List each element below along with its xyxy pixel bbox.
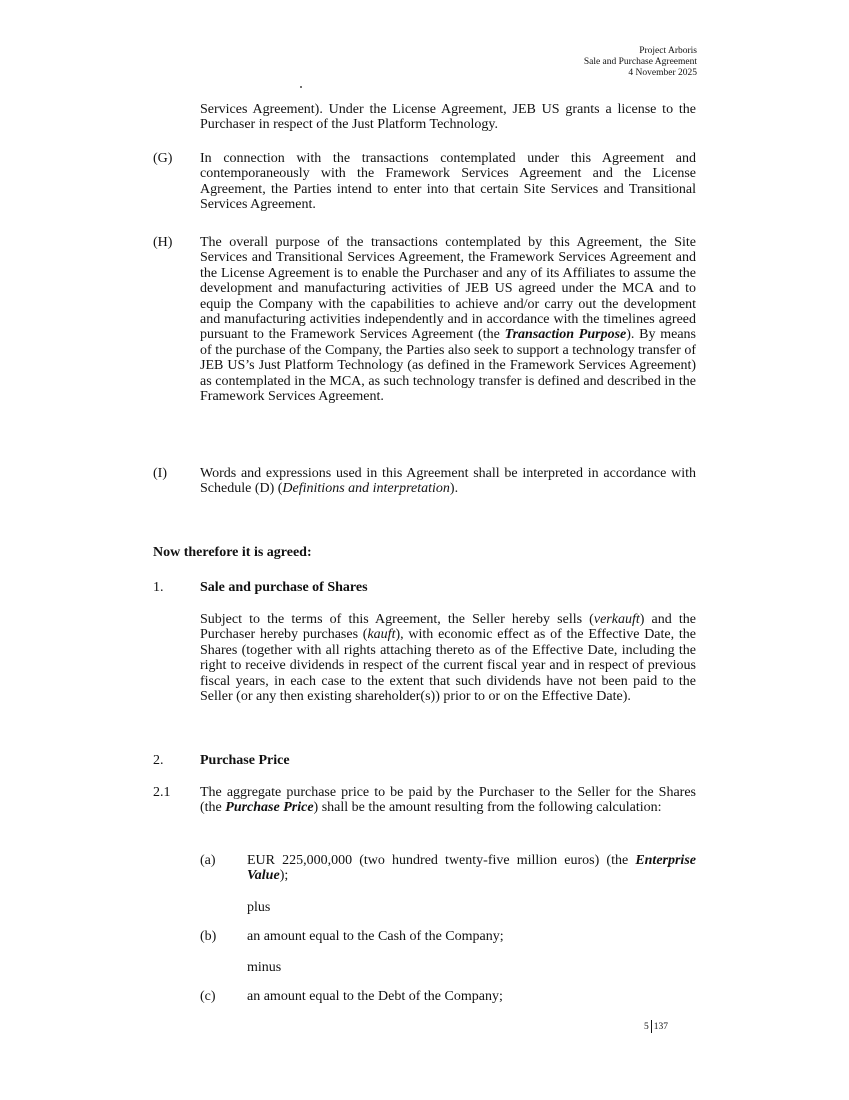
header-doc-title: Sale and Purchase Agreement bbox=[583, 57, 697, 67]
running-header bbox=[584, 46, 697, 79]
item-a-label: (a) bbox=[200, 853, 216, 868]
agreed-heading: Now therefore it is agreed: bbox=[153, 545, 312, 560]
section-1-number: 1. bbox=[153, 580, 164, 595]
clause-2-1-text-part2: ) shall be the amount resulting from the following calculation: bbox=[313, 800, 662, 816]
section-1-text bbox=[200, 612, 696, 704]
recital-i-text-part1: Words and expressions used in this Agreement shall be interpreted in accordance with Schedule (D) ( bbox=[200, 466, 696, 497]
page-number bbox=[644, 1020, 668, 1033]
header-date: 4 November 2025 bbox=[628, 68, 697, 78]
clause-2-1-text bbox=[200, 785, 696, 816]
item-a-text-part1: EUR 225,000,000 (two hundred twenty-five million euros) (the bbox=[247, 853, 636, 868]
item-b-label: (b) bbox=[200, 929, 217, 944]
section-1-text-part2: ) and the Purchaser hereby purchases ( bbox=[200, 612, 696, 643]
defined-term-purchase-price: Purchase Price bbox=[225, 800, 314, 816]
stray-dot bbox=[300, 86, 302, 88]
item-c-label: (c) bbox=[200, 989, 216, 1004]
recital-g-label: (G) bbox=[153, 151, 173, 166]
section-2-number: 2. bbox=[153, 753, 164, 768]
recital-continuation: Services Agreement). Under the License Agreement, JEB US grants a license to the Purchaser in respect of the Just Platform Technology. bbox=[200, 102, 696, 133]
recital-i-label: (I) bbox=[153, 466, 167, 481]
recital-i-text-part2: ). bbox=[449, 481, 459, 497]
page-separator bbox=[651, 1020, 652, 1033]
clause-2-1-number: 2.1 bbox=[153, 785, 171, 800]
total-pages: 137 bbox=[653, 1021, 668, 1032]
header-project: Project Arboris bbox=[639, 46, 697, 56]
recital-h-text-part1: The overall purpose of the transactions contemplated by this Agreement, the Site Services and Transitional Services Agreement, the Framework Services Agreement and the License Agreement is to enable the Purchaser and any of its Affiliates to assume the development and manufacturing activities of JEB US agreed under the MCA and to equip the Company with the capabilities to achieve and/or carry out the development and manufacturing activities independently and in accordance with the timelines agreed pursuant to the Framework Services Agreement (the bbox=[200, 235, 696, 343]
recital-i-text bbox=[200, 466, 696, 497]
operator-plus: plus bbox=[247, 900, 271, 915]
item-c-text: an amount equal to the Debt of the Company; bbox=[247, 989, 503, 1004]
section-2-title: Purchase Price bbox=[200, 753, 290, 768]
recital-h-text-part2: ). By means of the purchase of the Company, the Parties also seek to support a technology transfer of JEB US’s Just Platform Technology (as defined in the Framework Services Agreement) as contemplated in the MCA, as such technology transfer is defined and described in the Framework Services Agreement. bbox=[200, 327, 696, 405]
schedule-reference: Definitions and interpretation bbox=[282, 481, 450, 497]
operator-minus: minus bbox=[247, 960, 282, 975]
german-term-kauft: kauft bbox=[367, 627, 396, 643]
item-a-text bbox=[247, 853, 696, 884]
recital-h-text bbox=[200, 235, 696, 404]
german-term-verkauft: verkauft bbox=[593, 612, 640, 627]
section-1-text-part1: Subject to the terms of this Agreement, the Seller hereby sells ( bbox=[200, 612, 594, 627]
recital-g-text: In connection with the transactions contemplated under this Agreement and contemporaneously with the Framework Services Agreement and the License Agreement, the Parties intend to enter into that certain Site Services and Transitional Services Agreement. bbox=[200, 151, 696, 213]
item-a-text-part2: ); bbox=[279, 868, 289, 884]
section-1-title: Sale and purchase of Shares bbox=[200, 580, 368, 595]
current-page: 5 bbox=[644, 1021, 649, 1032]
defined-term-transaction-purpose: Transaction Purpose bbox=[504, 327, 627, 343]
clause-2-1-text-part1: The aggregate purchase price to be paid by the Purchaser to the Seller for the Shares (the bbox=[200, 785, 696, 816]
recital-h-label: (H) bbox=[153, 235, 173, 250]
defined-term-enterprise-value: Enterprise Value bbox=[247, 853, 696, 884]
section-1-text-part3: ), with economic effect as of the Effective Date, the Shares (together with all rights attaching thereto as of the Effective Date, including the right to receive dividends in respect of the current fiscal year and in respect of previous fiscal years, in each case to the extent that such dividends have not been paid to the Seller (or any then existing shareholder(s)) prior to or on the Effective Date). bbox=[200, 627, 696, 705]
item-b-text: an amount equal to the Cash of the Company; bbox=[247, 929, 504, 944]
